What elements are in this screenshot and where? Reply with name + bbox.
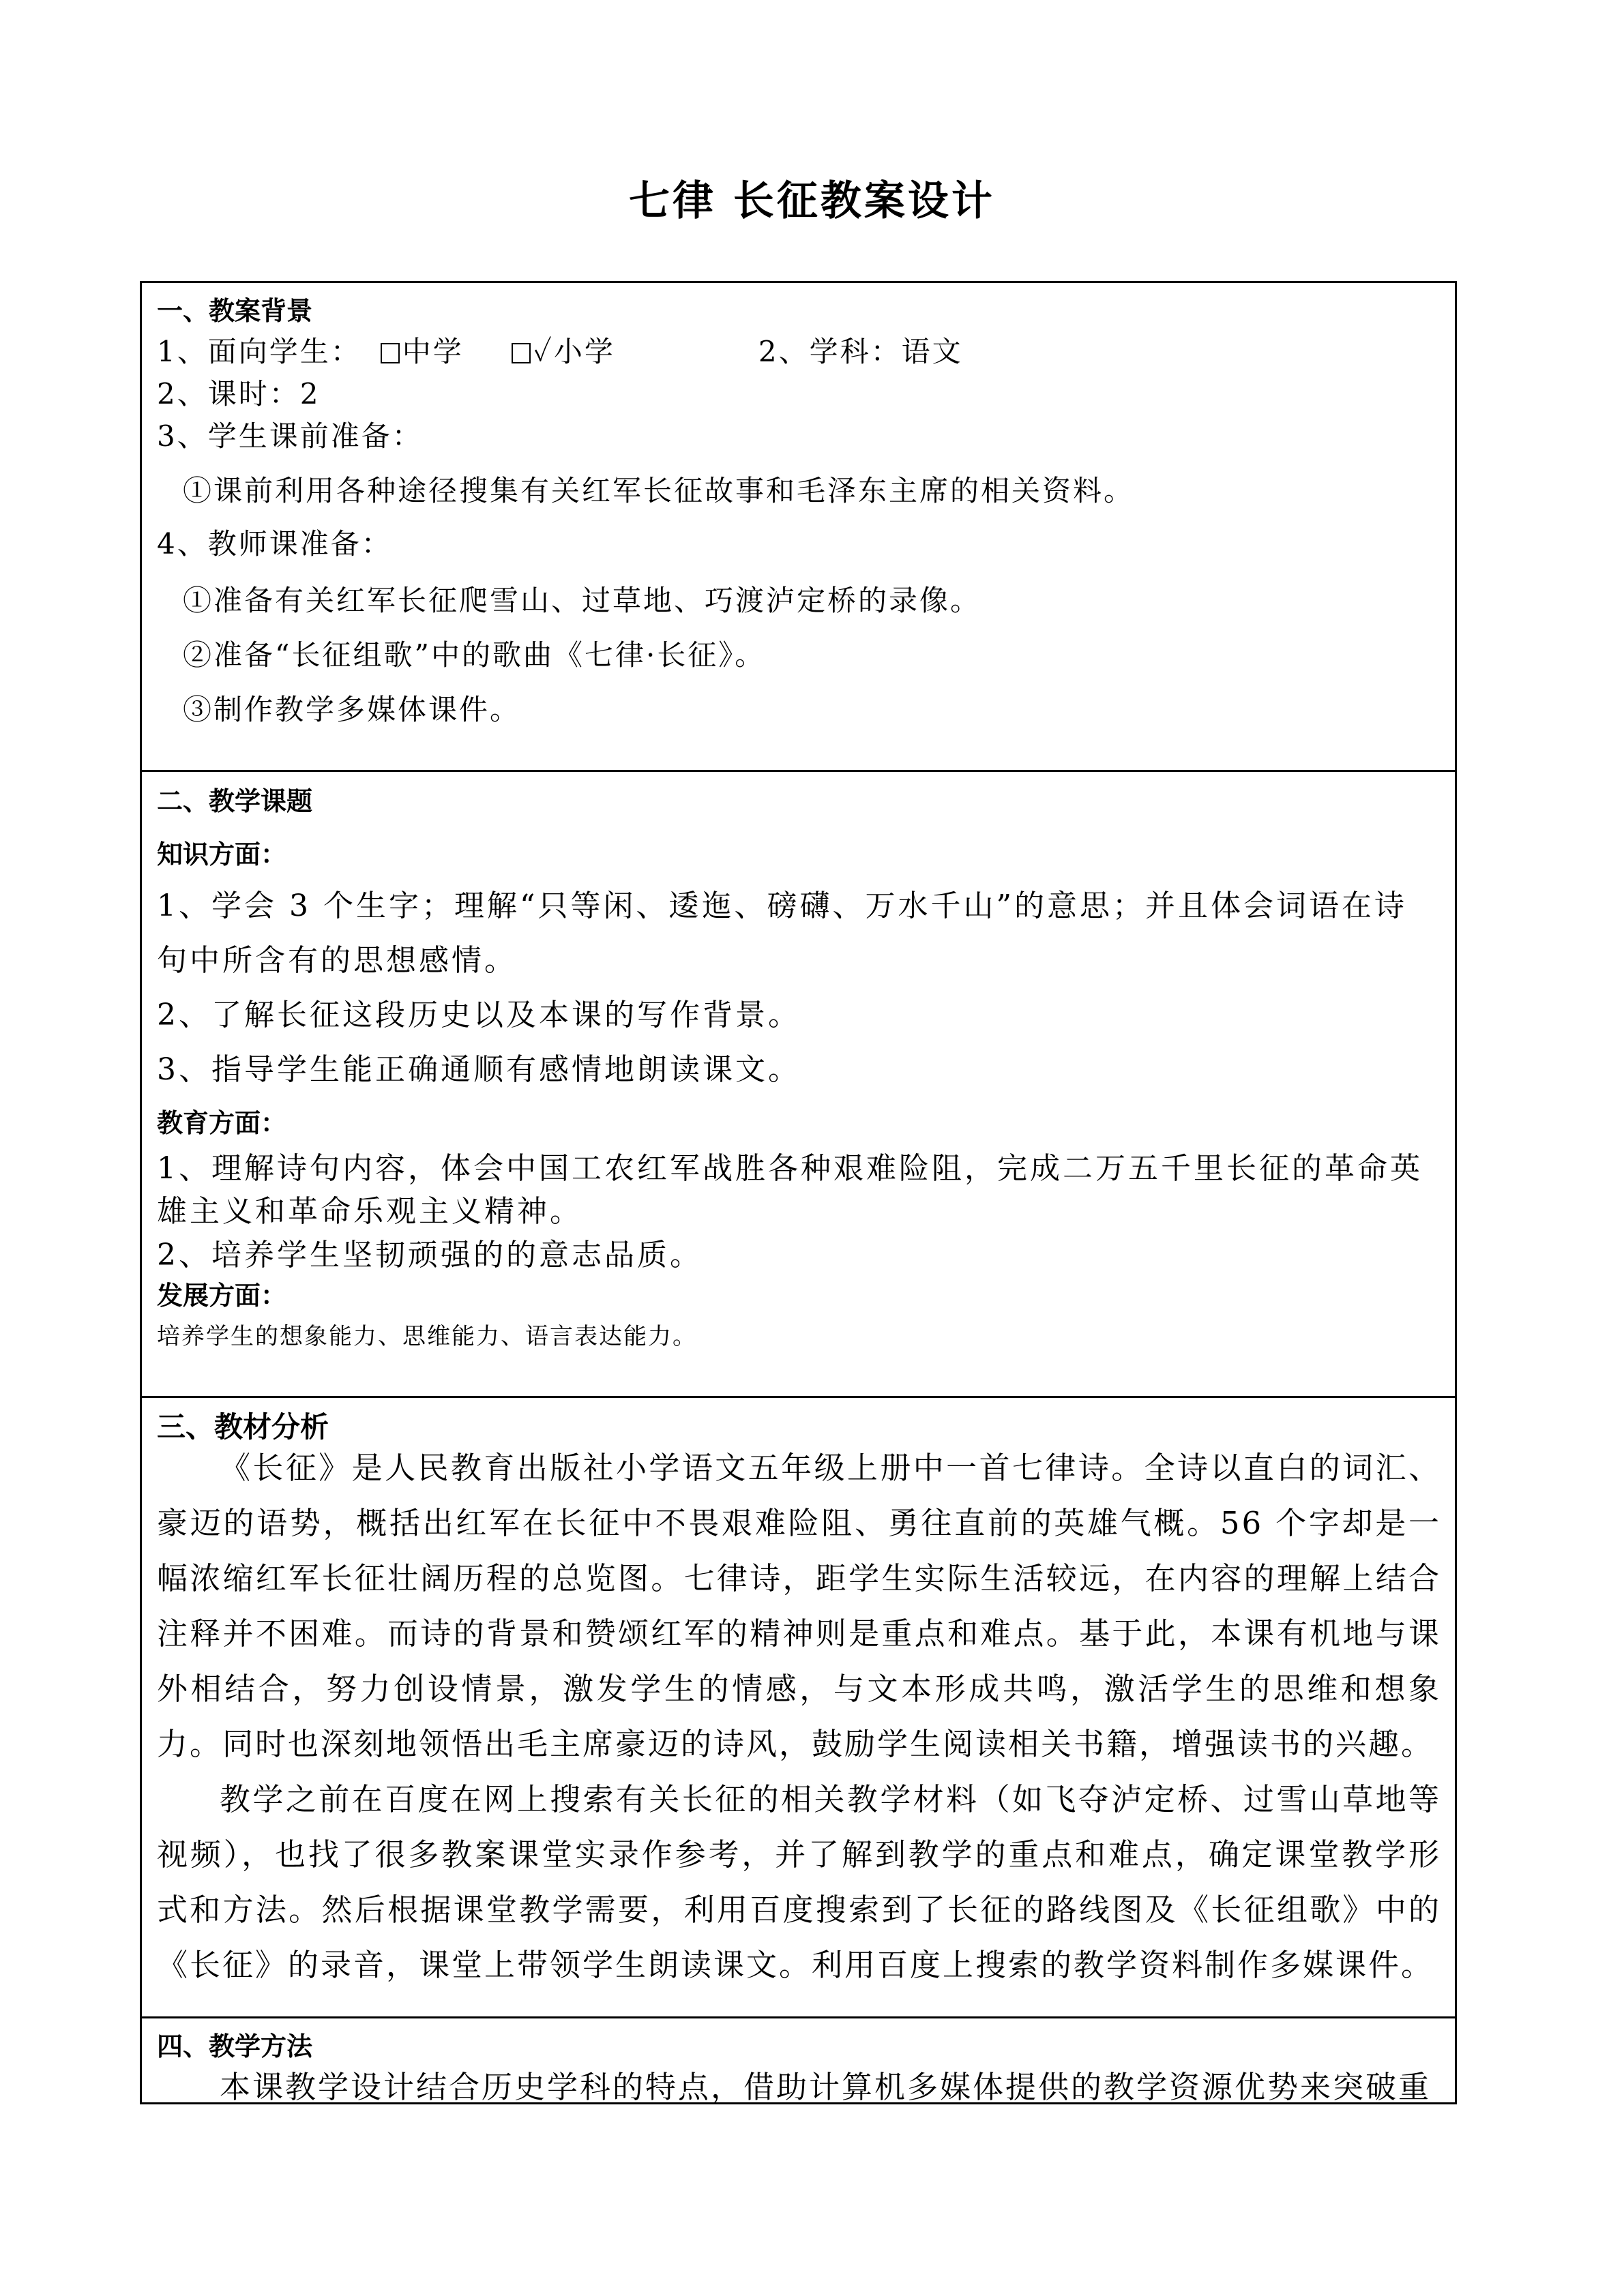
class-hours: 2、课时：2 — [157, 377, 321, 411]
education-item-cont: 雄主义和革命乐观主义精神。 — [157, 1194, 582, 1229]
students-row — [157, 329, 1441, 370]
teacher-prep-item: ①准备有关红军长征爬雪山、过草地、巧渡泸定桥的录像。 — [183, 584, 981, 617]
analysis-paragraph: 教学之前在百度在网上搜索有关长征的相关教学材料（如飞夺泸定桥、过雪山草地等视频），也找了很多教案课堂实录作参考，并了解到教学的重点和难点，确定课堂教学形式和方法。然后根据课堂教学需要，利用百度搜索到了长征的路线图及《长征组歌》中的《长征》的录音，课堂上带领学生朗读课文。利用百度上搜索的教学资料制作多媒课件。 — [157, 1781, 1441, 1983]
checkbox-primary-school[interactable] — [512, 343, 531, 363]
student-prep-label: 3、学生课前准备： — [157, 419, 423, 453]
subject-label: 2、学科：语文 — [758, 335, 963, 368]
section-background — [142, 283, 1455, 772]
section-heading: 一、教案背景 — [157, 296, 313, 326]
knowledge-item: 2、了解长征这段历史以及本课的写作背景。 — [157, 998, 801, 1032]
method-paragraph: 本课教学设计结合历史学科的特点，借助计算机多媒体提供的教学资源优势来突破重 — [220, 2069, 1432, 2105]
teacher-prep-item: ③制作教学多媒体课件。 — [183, 693, 521, 726]
education-label: 教育方面： — [157, 1108, 287, 1138]
development-label: 发展方面： — [157, 1281, 287, 1311]
section-teaching-method — [142, 2018, 1455, 2105]
teacher-prep-label: 4、教师课准备： — [157, 527, 392, 561]
students-label: 1、面向学生： — [157, 335, 361, 368]
knowledge-label: 知识方面： — [157, 839, 287, 869]
lesson-plan-table — [140, 281, 1457, 2104]
development-text: 培养学生的想象能力、思维能力、语言表达能力。 — [157, 1323, 697, 1350]
section-heading: 二、教学课题 — [157, 786, 313, 816]
section-material-analysis — [142, 1398, 1455, 2018]
document-title: 七律 长征教案设计 — [629, 177, 995, 225]
analysis-paragraph: 《长征》是人民教育出版社小学语文五年级上册中一首七律诗。全诗以直白的词汇、豪迈的语势，概括出红军在长征中不畏艰难险阻、勇往直前的英雄气概。56 个字却是一幅浓缩红军长征壮阔历程的总览图。七律诗，距学生实际生活较远，在内容的理解上结合注释并不困难。而诗的背景和赞颂红军的精神则是重点和难点。基于此，本课有机地与课外相结合，努力创设情景，激发学生的情感，与文本形成共鸣，激活学生的思维和想象力。同时也深刻地领悟出毛主席豪迈的诗风，鼓励学生阅读相关书籍，增强读书的兴趣。 — [157, 1450, 1441, 1762]
section-teaching-topic — [142, 772, 1455, 1398]
education-item: 2、培养学生坚韧顽强的的意志品质。 — [157, 1238, 703, 1272]
education-item: 1、理解诗句内容，体会中国工农红军战胜各种艰难险阻，完成二万五千里长征的革命英 — [157, 1151, 1423, 1186]
knowledge-item: 1、学会 3 个生字；理解“只等闲、逶迤、磅礴、万水千山”的意思；并且体会词语在诗 — [157, 889, 1407, 923]
section-heading: 四、教学方法 — [157, 2031, 313, 2061]
teacher-prep-item: ②准备“长征组歌”中的歌曲《七律·长征》。 — [183, 638, 766, 672]
option-primary-school: ✓小学 — [533, 335, 615, 368]
knowledge-item: 3、指导学生能正确通顺有感情地朗读课文。 — [157, 1052, 801, 1087]
section-heading: 三、教材分析 — [157, 1410, 329, 1444]
checkbox-middle-school[interactable] — [381, 343, 400, 363]
option-middle-school: 中学 — [402, 335, 464, 368]
student-prep-item: ①课前利用各种途径搜集有关红军长征故事和毛泽东主席的相关资料。 — [183, 474, 1135, 507]
knowledge-item-cont: 句中所含有的思想感情。 — [157, 943, 517, 978]
